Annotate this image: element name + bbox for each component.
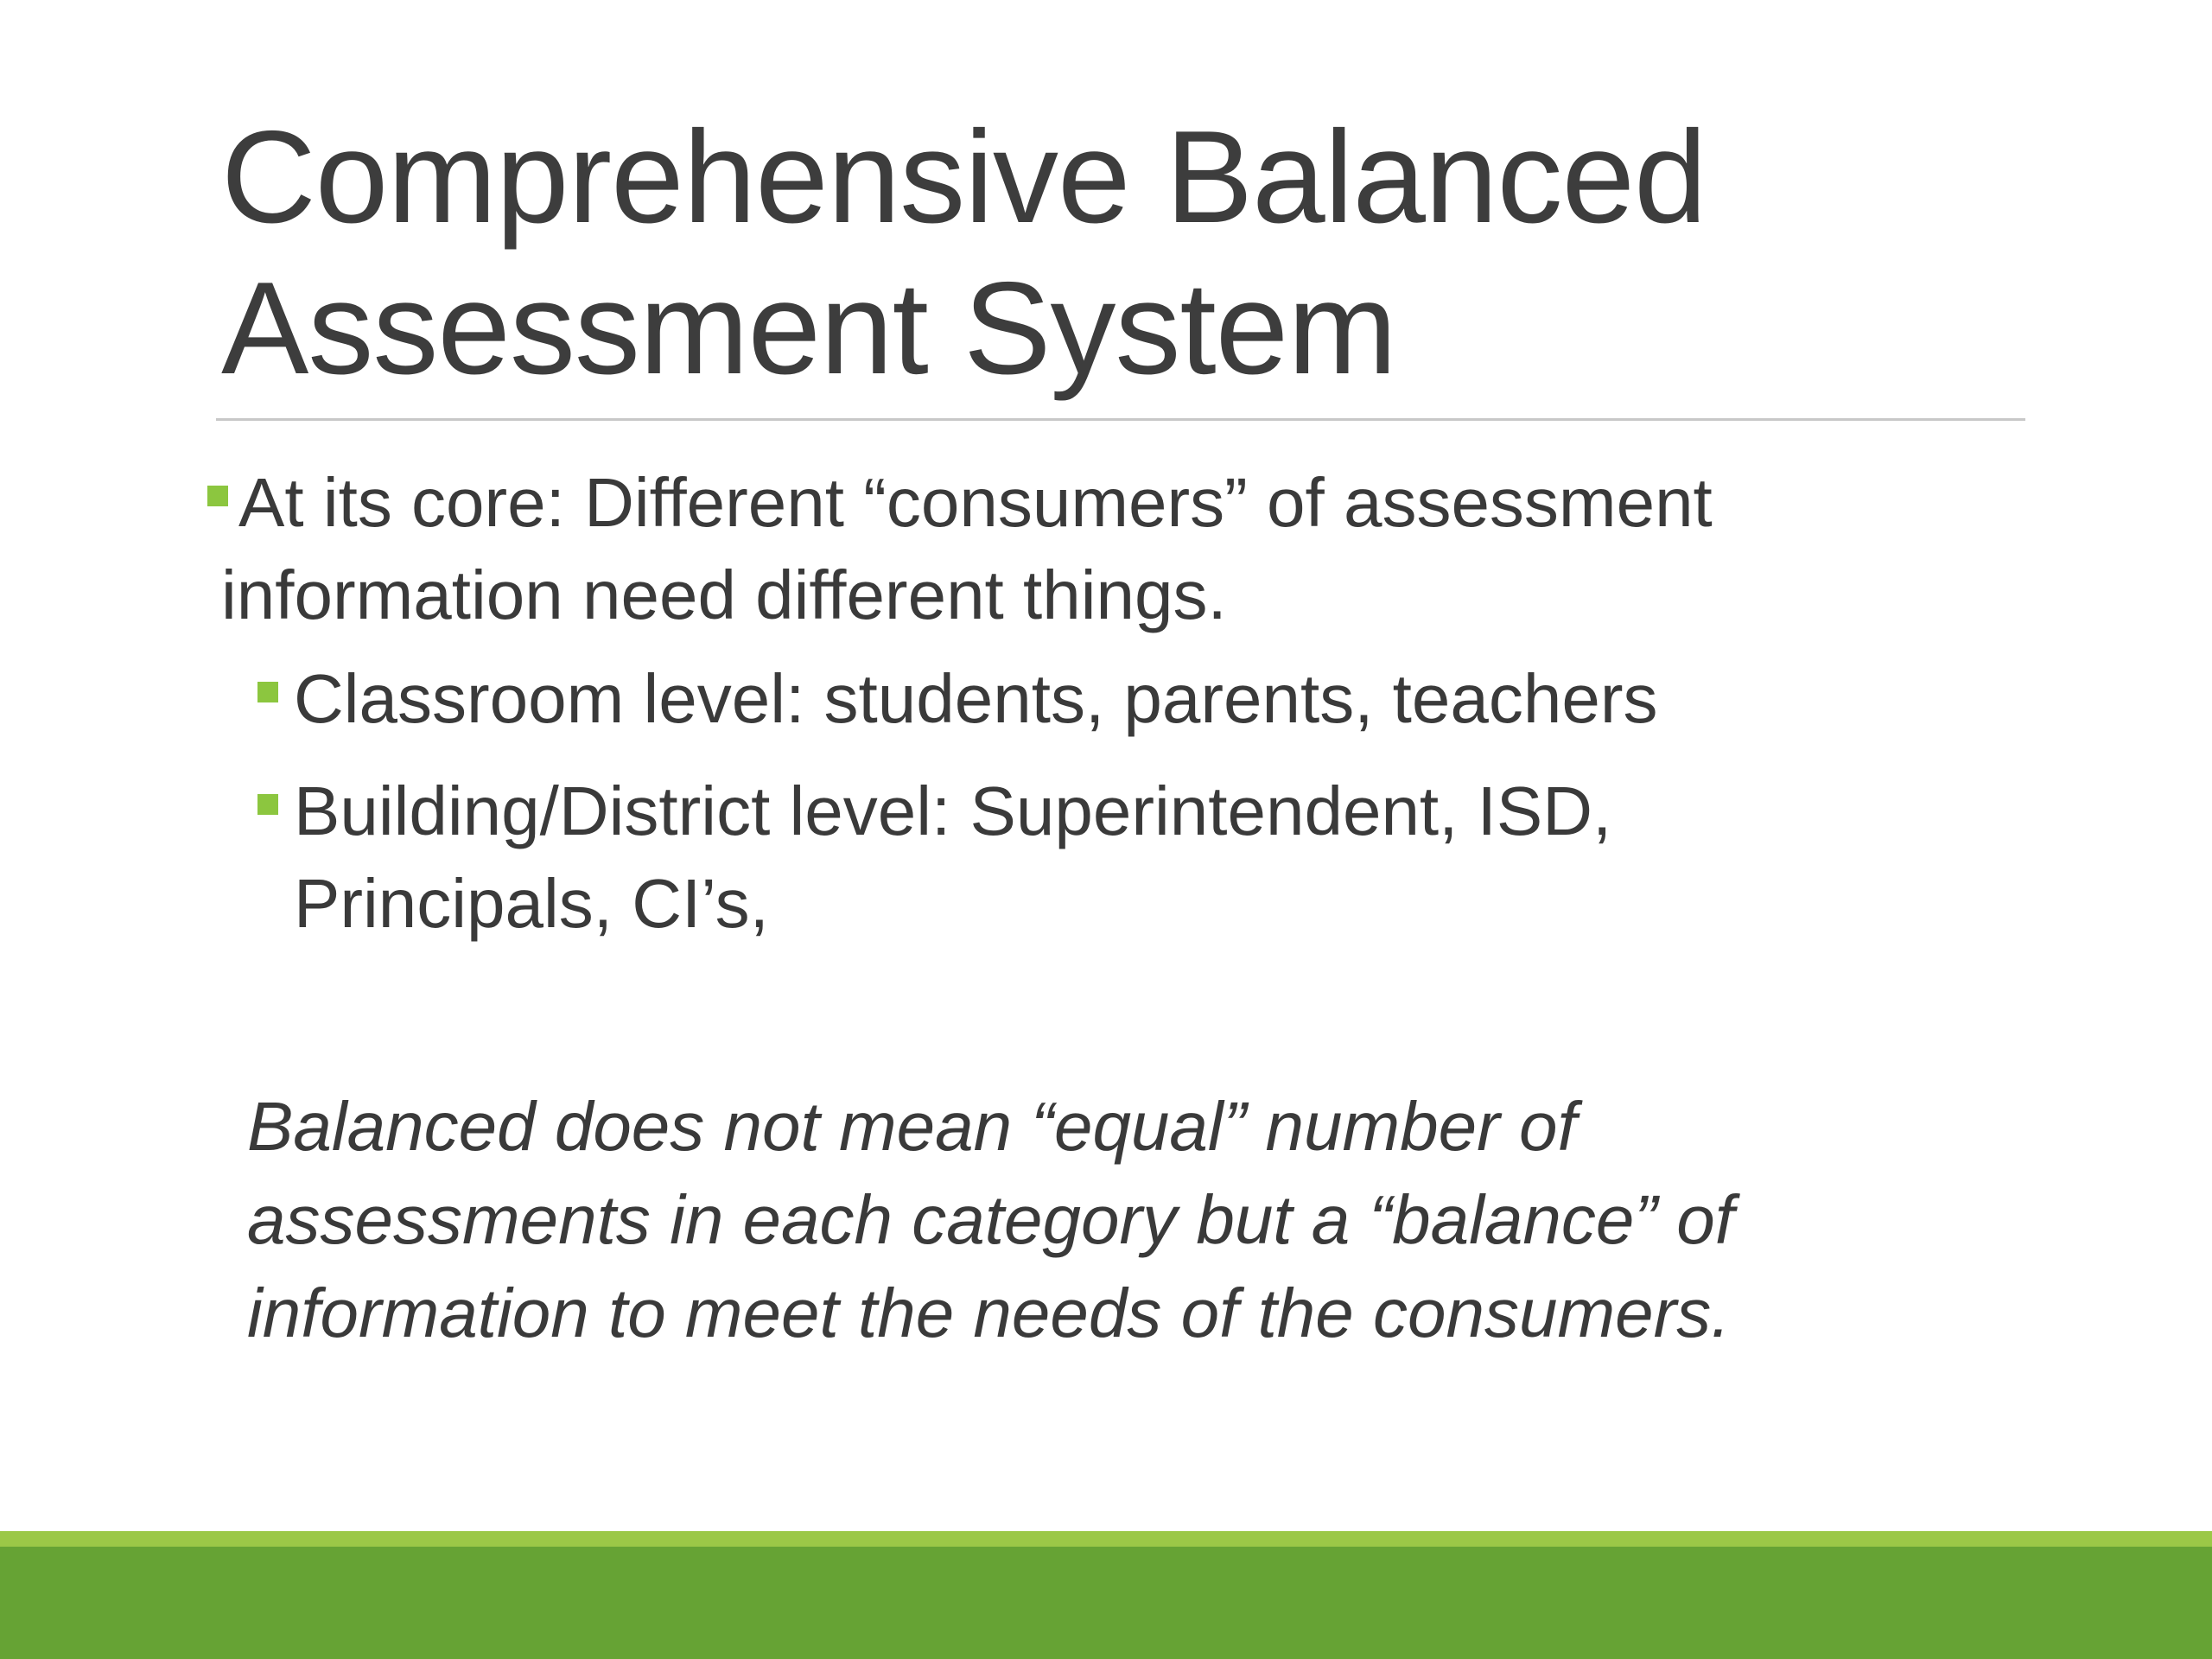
balanced-note [247, 1080, 1734, 1360]
balanced-note-line-3: information to meet the needs of the consumers. [247, 1274, 1731, 1351]
title-line-1: Comprehensive Balanced [221, 104, 1707, 251]
bullet-item-district [294, 765, 1611, 950]
title-divider [216, 418, 2025, 421]
bullet-item-core [221, 456, 1713, 641]
balanced-note-line-2: assessments in each category but a “balance” of [247, 1181, 1734, 1258]
square-bullet-icon [257, 794, 278, 815]
bullet-item-classroom [294, 652, 1658, 745]
bullet-item-core-line-2: information need different things. [221, 556, 1227, 633]
balanced-note-line-1: Balanced does not mean “equal” number of [247, 1088, 1577, 1165]
bullet-item-district-line-1: Building/District level: Superintendent, ISD, [294, 772, 1612, 849]
title-line-2: Assessment System [221, 255, 1396, 402]
footer-accent-stripe [0, 1531, 2212, 1547]
square-bullet-icon [257, 682, 278, 702]
slide-title [221, 102, 2036, 404]
footer-band [0, 1547, 2212, 1659]
bullet-item-core-line-1: At its core: Different “consumers” of assessment [238, 464, 1713, 541]
bullet-item-district-line-2: Principals, CI’s, [294, 865, 769, 942]
bullet-item-classroom-line-1: Classroom level: students, parents, teachers [294, 660, 1658, 737]
